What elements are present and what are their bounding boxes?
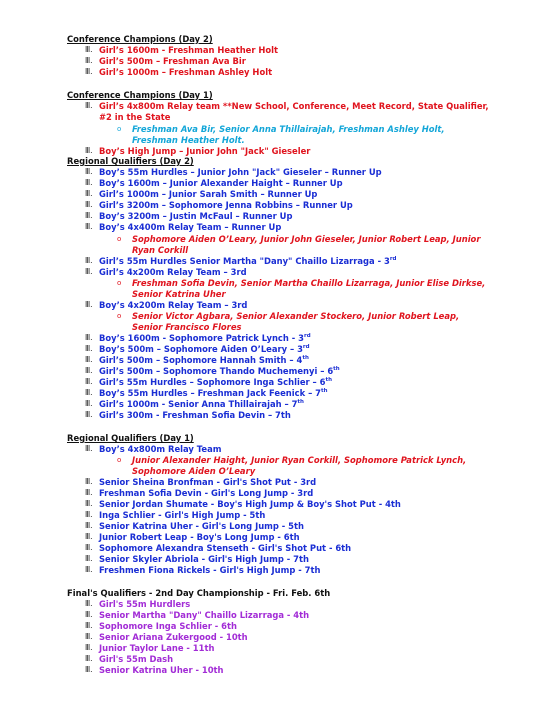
item-text: Senior Jordan Shumate - Boy's High Jump & Boy's Shot Put - 4th — [99, 499, 401, 509]
roman-numeral: Ⅲ. — [85, 300, 93, 309]
item-text: Senior Skyler Abriola - Girl's High Jump - 7th — [99, 554, 309, 564]
list-item — [85, 599, 499, 610]
roman-numeral: Ⅲ. — [85, 267, 93, 276]
ordinal-suffix: rd — [304, 333, 311, 340]
roman-numeral: Ⅲ. — [85, 388, 93, 397]
list-item — [85, 333, 499, 344]
roman-numeral: Ⅲ. — [85, 366, 93, 375]
roman-numeral: Ⅲ. — [85, 510, 93, 519]
roman-numeral: Ⅲ. — [85, 499, 93, 508]
relay-members — [117, 278, 492, 300]
roman-numeral: Ⅲ. — [85, 521, 93, 530]
item-text: Girl’s 3200m – Sophomore Jenna Robbins – Runner Up — [99, 200, 353, 210]
list-item — [85, 267, 499, 278]
item-text: Boy’s 55m Hurdles – Junior John "Jack" Gieseler – Runner Up — [99, 167, 382, 177]
bullet-icon: o — [117, 312, 122, 320]
item-text: Boy’s 4x400m Relay Team – Runner Up — [99, 222, 282, 232]
item-text: Girl's 55m Dash — [99, 654, 174, 664]
members-text: Junior Alexander Haight, Junior Ryan Corkill, Sophomore Patrick Lynch, Sophomore Aiden O’Leary — [132, 455, 467, 476]
ordinal-suffix: rd — [389, 256, 397, 263]
list-item — [85, 521, 499, 532]
roman-numeral: Ⅲ. — [85, 488, 93, 497]
bullet-icon: o — [117, 456, 122, 464]
item-text: Boy’s 1600m – Junior Alexander Haight – Runner Up — [99, 178, 343, 188]
list-item — [85, 189, 499, 200]
members-text: Freshman Ava Bir, Senior Anna Thillairajah, Freshman Ashley Holt, Freshman Heather Holt. — [132, 124, 445, 145]
item-text: Boy’s 1600m - Sophomore Patrick Lynch - 3 — [99, 333, 304, 343]
roman-numeral: Ⅲ. — [85, 554, 93, 563]
list-item — [85, 355, 499, 366]
list-item — [85, 499, 499, 510]
roman-numeral: Ⅲ. — [85, 333, 93, 342]
item-text: Girl’s 55m Hurdles – Sophomore Inga Schlier – 6 — [99, 377, 326, 387]
item-text: Girl’s 300m - Freshman Sofia Devin – 7th — [99, 410, 291, 420]
section-heading-finals: Final's Qualifiers - 2nd Day Championship - Fri. Feb. 6th — [67, 588, 331, 598]
item-text: Girl’s 500m – Sophomore Thando Muchemenyi – 6 — [99, 366, 334, 376]
roman-numeral: Ⅲ. — [85, 632, 93, 641]
ordinal-suffix: th — [302, 355, 309, 362]
roman-numeral: Ⅲ. — [85, 410, 93, 419]
item-text: Girl's 55m Hurdlers — [99, 599, 191, 609]
item-text: Girl’s 1000m – Freshman Ashley Holt — [99, 67, 273, 77]
list-item — [85, 610, 499, 621]
list-item — [85, 554, 499, 565]
relay-members — [117, 455, 492, 477]
item-text: Girl’s 1000m – Junior Sarah Smith – Runner Up — [99, 189, 318, 199]
roman-numeral: Ⅲ. — [85, 377, 93, 386]
item-text: Junior Taylor Lane - 11th — [99, 643, 215, 653]
item-text: Senior Katrina Uher - 10th — [99, 665, 224, 675]
bullet-icon: o — [117, 279, 122, 287]
ordinal-suffix: th — [297, 399, 304, 406]
item-text: Senior Martha "Dany" Chaillo Lizarraga - 4th — [99, 610, 310, 620]
members-text: Freshman Sofia Devin, Senior Martha Chaillo Lizarraga, Junior Elise Dirkse, Senior Katrina Uher — [132, 278, 486, 299]
relay-members — [117, 311, 492, 333]
members-text: Sophomore Aiden O’Leary, Junior John Gieseler, Junior Robert Leap, Junior Ryan Corkill — [132, 234, 481, 255]
list-item — [85, 488, 499, 499]
item-text: Boy’s 500m – Sophomore Aiden O’Leary – 3 — [99, 344, 303, 354]
roman-numeral: Ⅲ. — [85, 444, 93, 453]
item-text: Boy’s 4x200m Relay Team – 3rd — [99, 300, 248, 310]
list-item — [85, 222, 499, 233]
list-item — [85, 256, 499, 267]
item-text: Girl’s 1600m - Freshman Heather Holt — [99, 45, 279, 55]
section-heading-conference-day1: Conference Champions (Day 1) — [67, 90, 213, 100]
roman-numeral: Ⅲ. — [85, 599, 93, 608]
item-text: Freshman Sofia Devin - Girl's Long Jump - 3rd — [99, 488, 314, 498]
item-text: Girl’s 4x200m Relay Team – 3rd — [99, 267, 247, 277]
item-text: Junior Robert Leap - Boy's Long Jump - 6th — [99, 532, 300, 542]
item-text: Senior Katrina Uher - Girl's Long Jump - 5th — [99, 521, 304, 531]
item-text: Girl’s 500m – Freshman Ava Bir — [99, 56, 246, 66]
item-text: Sophomore Alexandra Stenseth - Girl's Shot Put - 6th — [99, 543, 352, 553]
item-text: Girl’s 55m Hurdles Senior Martha "Dany" Chaillo Lizarraga - 3 — [99, 256, 390, 266]
item-text: Senior Ariana Zukergood - 10th — [99, 632, 248, 642]
item-text: Girl’s 4x800m Relay team **New School, Conference, Meet Record, State Qualifier, #2 in the State — [99, 101, 489, 122]
roman-numeral: Ⅲ. — [85, 344, 93, 353]
roman-numeral: Ⅲ. — [85, 211, 93, 220]
ordinal-suffix: rd — [302, 344, 310, 351]
roman-numeral: Ⅲ. — [85, 399, 93, 408]
roman-numeral: Ⅲ. — [85, 355, 93, 364]
item-text: Boy’s 3200m – Justin McFaul – Runner Up — [99, 211, 293, 221]
list-item — [85, 388, 499, 399]
roman-numeral: Ⅲ. — [85, 477, 93, 486]
list-item — [85, 178, 499, 189]
roman-numeral: Ⅲ. — [85, 643, 93, 652]
roman-numeral: Ⅲ. — [85, 222, 93, 231]
ordinal-suffix: th — [333, 366, 340, 373]
roman-numeral: Ⅲ. — [85, 189, 93, 198]
item-text: Girl’s 1000m - Senior Anna Thillairajah – 7 — [99, 399, 298, 409]
roman-numeral: Ⅲ. — [85, 67, 93, 76]
list-item — [85, 632, 499, 643]
section-heading-conference-day2: Conference Champions (Day 2) — [67, 34, 213, 44]
roman-numeral: Ⅲ. — [85, 56, 93, 65]
list-item — [85, 56, 499, 67]
relay-members — [117, 234, 492, 256]
list-item — [85, 665, 499, 676]
item-text: Freshmen Fiona Rickels - Girl's High Jump - 7th — [99, 565, 321, 575]
members-text: Senior Victor Agbara, Senior Alexander Stockero, Junior Robert Leap, Senior Francisco Flores — [132, 311, 460, 332]
section-heading-regional-day2: Regional Qualifiers (Day 2) — [67, 156, 194, 166]
ordinal-suffix: th — [321, 388, 328, 395]
item-text: Girl’s 500m – Sophomore Hannah Smith – 4 — [99, 355, 303, 365]
list-item — [85, 200, 499, 211]
roman-numeral: Ⅲ. — [85, 610, 93, 619]
list-item — [85, 101, 494, 123]
roman-numeral: Ⅲ. — [85, 178, 93, 187]
list-item — [85, 45, 499, 56]
list-item — [85, 399, 499, 410]
bullet-icon: o — [117, 235, 122, 243]
bullet-icon: o — [117, 125, 122, 133]
roman-numeral: Ⅲ. — [85, 565, 93, 574]
list-item — [85, 300, 499, 311]
list-item — [85, 565, 499, 576]
roman-numeral: Ⅲ. — [85, 200, 93, 209]
list-item — [85, 410, 499, 421]
item-text: Senior Sheina Bronfman - Girl's Shot Put - 3rd — [99, 477, 317, 487]
list-item — [85, 654, 499, 665]
list-item — [85, 543, 499, 554]
list-item — [85, 477, 499, 488]
roman-numeral: Ⅲ. — [85, 621, 93, 630]
list-item — [85, 643, 499, 654]
roman-numeral: Ⅲ. — [85, 146, 93, 155]
list-item — [85, 444, 499, 455]
list-item — [85, 167, 499, 178]
roman-numeral: Ⅲ. — [85, 654, 93, 663]
roman-numeral: Ⅲ. — [85, 256, 93, 265]
roman-numeral: Ⅲ. — [85, 665, 93, 674]
list-item — [85, 67, 499, 78]
roman-numeral: Ⅲ. — [85, 543, 93, 552]
list-item — [85, 211, 499, 222]
list-item — [85, 344, 499, 355]
roman-numeral: Ⅲ. — [85, 167, 93, 176]
list-item — [85, 377, 499, 388]
list-item — [85, 532, 499, 543]
list-item — [85, 366, 499, 377]
roman-numeral: Ⅲ. — [85, 101, 93, 110]
list-item — [85, 621, 499, 632]
ordinal-suffix: th — [325, 377, 333, 384]
item-text: Inga Schlier - Girl's High Jump - 5th — [99, 510, 266, 520]
item-text: Boy’s 55m Hurdles – Freshman Jack Feenick – 7 — [99, 388, 321, 398]
item-text: Boy’s High Jump – Junior John "Jack" Gieseler — [99, 146, 311, 156]
roman-numeral: Ⅲ. — [85, 45, 93, 54]
relay-members — [117, 124, 492, 146]
item-text: Boy’s 4x800m Relay Team — [99, 444, 222, 454]
item-text: Sophomore Inga Schlier - 6th — [99, 621, 237, 631]
list-item — [85, 510, 499, 521]
roman-numeral: Ⅲ. — [85, 532, 93, 541]
section-heading-regional-day1: Regional Qualifiers (Day 1) — [67, 433, 194, 443]
